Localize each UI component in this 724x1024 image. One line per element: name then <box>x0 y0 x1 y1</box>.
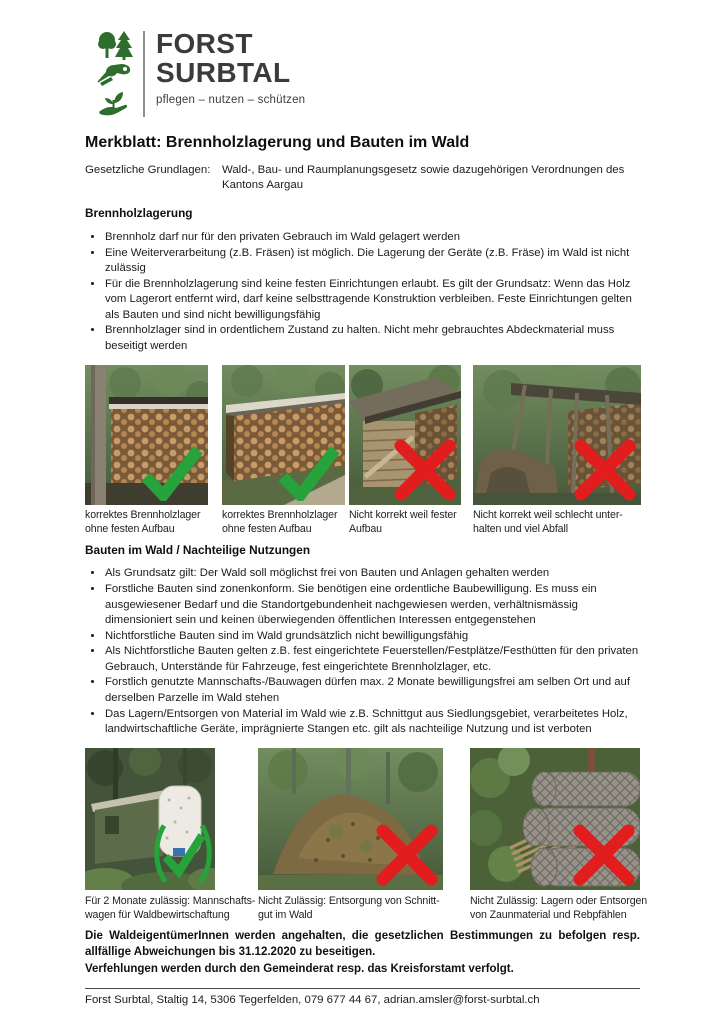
chainsaw-icon <box>97 62 133 88</box>
photo-caption: korrektes Brennholzlager ohne festen Aufbau <box>85 508 201 535</box>
cross-icon <box>394 439 456 501</box>
bullet-item: • Als Grundsatz gilt: Der Wald soll möglichst frei von Bauten und Anlagen gehalten werden <box>104 566 640 582</box>
bullet-item: • Nichtforstliche Bauten sind im Wald grundsätzlich nicht bewilligungsfähig <box>104 629 640 645</box>
check-icon <box>141 445 203 501</box>
seedling-hand-icon <box>97 90 133 118</box>
footer-contact-line: Forst Surbtal, Staltig 14, 5306 Tegerfelden, 079 677 44 67, adrian.amsler@forst-surbtal.ch <box>85 993 540 1006</box>
photo-caption: Für 2 Monate zulässig: Mannschafts-wagen für Waldbewirtschaftung <box>85 894 256 921</box>
logo-divider <box>143 31 145 117</box>
closing-statement <box>85 928 640 978</box>
closing-paragraph-1: Die WaldeigentümerInnen werden angehalten, die gesetzlichen Bestimmungen zu befolgen resp. allfällige Abweichungen bis 31.12.2020 zu beseitigen. <box>85 929 640 959</box>
photo-row-brennholzlagerung <box>85 365 640 535</box>
closing-paragraph-2: Verfehlungen werden durch den Gemeinderat resp. das Kreisforstamt verfolgt. <box>85 963 514 976</box>
bullet-item: • Brennholz darf nur für den privaten Gebrauch im Wald gelagert werden <box>104 230 640 246</box>
brennholzlagerung-bullet-list <box>85 230 640 355</box>
brand-tagline: pflegen – nutzen – schützen <box>156 93 306 106</box>
bullet-item: • Als Nichtforstliche Bauten gelten z.B. fest eingerichtete Feuerstellen/Festplätze/Festhütten für den privaten Gebrauch, Unterstände für Fahrzeuge, fest eingerichtete Brennholzlager, etc. <box>104 644 640 675</box>
photo-caption: Nicht korrekt weil schlecht unter-halten und viel Abfall <box>473 508 623 535</box>
cross-icon <box>574 439 636 501</box>
photo-green-waste-pile <box>258 748 443 890</box>
photo-card <box>222 365 345 535</box>
photo-caption: Nicht Zulässig: Entsorgung von Schnitt-gut im Wald <box>258 894 440 921</box>
trees-icon <box>97 30 133 60</box>
photo-card <box>85 365 208 535</box>
bullet-item: • Eine Weiterverarbeitung (z.B. Fräsen) ist möglich. Die Lagerung der Geräte (z.B. Fräse) im Wald ist nicht zulässig <box>104 246 640 277</box>
footer-divider <box>85 988 640 989</box>
photo-caption: Nicht korrekt weil fester Aufbau <box>349 508 457 535</box>
photo-caption: korrektes Brennholzlager ohne festen Aufbau <box>222 508 338 535</box>
forst-surbtal-logo <box>97 30 640 118</box>
bullet-item: • Forstlich genutzte Mannschafts-/Bauwagen dürfen max. 2 Monate bewilligungsfrei am selben Ort und auf derselben Parzelle im Wald stehen <box>104 675 640 706</box>
photo-wire-fence-rolls <box>470 748 640 890</box>
cross-icon <box>573 824 635 886</box>
section-heading-bauten-im-wald: Bauten im Wald / Nachteilige Nutzungen <box>85 542 311 557</box>
bullet-item: • Forstliche Bauten sind zonenkonform. Sie benötigen eine ordentliche Baubewilligung. Es muss ein ausgewiesener Bedarf und die Standortgebundenheit nachgewiesen werden, verhältnismässig dimensioniert sein und keinen überwiegenden öffentlichen Interessen entgegenstehen <box>104 582 640 629</box>
photo-card <box>85 748 256 921</box>
photo-caption: Nicht Zulässig: Lagern oder Entsorgen von Zaunmaterial und Rebpfählen <box>470 894 648 921</box>
photo-card <box>349 365 461 535</box>
brand-line-2: SURBTAL <box>156 56 291 88</box>
photo-site-wagon-with-tank <box>85 748 215 890</box>
check-icon <box>278 445 340 501</box>
legal-basis-label: Gesetzliche Grundlagen: <box>85 163 211 176</box>
bullet-item: • Für die Brennholzlagerung sind keine festen Einrichtungen erlaubt. Es gilt der Grundsatz: Wenn das Holz vom Lagerort entfernt wird, darf keine selbsttragende Konstruktion verbleiben. Feste Einrichtungen gelten als Bauten und sind nicht bewilligungsfähig <box>104 277 640 324</box>
photo-woodpile-stack <box>85 365 208 505</box>
bullet-item: • Brennholzlager sind in ordentlichem Zustand zu halten. Nicht mehr gebrauchtes Abdeckmaterial muss beseitigt werden <box>104 323 640 354</box>
photo-row-bauten <box>85 748 648 921</box>
page-title: Merkblatt: Brennholzlagerung und Bauten im Wald <box>85 134 470 151</box>
brand-line-1: FORST <box>156 28 253 59</box>
bullet-item: • Das Lagern/Entsorgen von Material im Wald wie z.B. Schnittgut aus Siedlungsgebiet, verarbeitetes Holz, landwirtschaftliche Geräte, imprägnierte Stangen etc. gilt als nachteilige Nutzung und ist verboten <box>104 707 640 738</box>
cross-icon <box>376 824 438 886</box>
section-heading-brennholzlagerung: Brennholzlagerung <box>85 206 193 221</box>
photo-card <box>258 748 443 921</box>
photo-long-woodpile-with-roof <box>222 365 345 505</box>
photo-card <box>473 365 641 535</box>
bauten-bullet-list <box>85 566 640 737</box>
photo-wooden-shed <box>349 365 461 505</box>
photo-decayed-structure <box>473 365 641 505</box>
legal-basis <box>85 163 640 194</box>
check-circled-icon <box>147 814 215 890</box>
legal-basis-text: Wald-, Bau- und Raumplanungsgesetz sowie dazugehörigen Verordnungen des Kantons Aargau <box>222 163 625 192</box>
photo-card <box>470 748 648 921</box>
